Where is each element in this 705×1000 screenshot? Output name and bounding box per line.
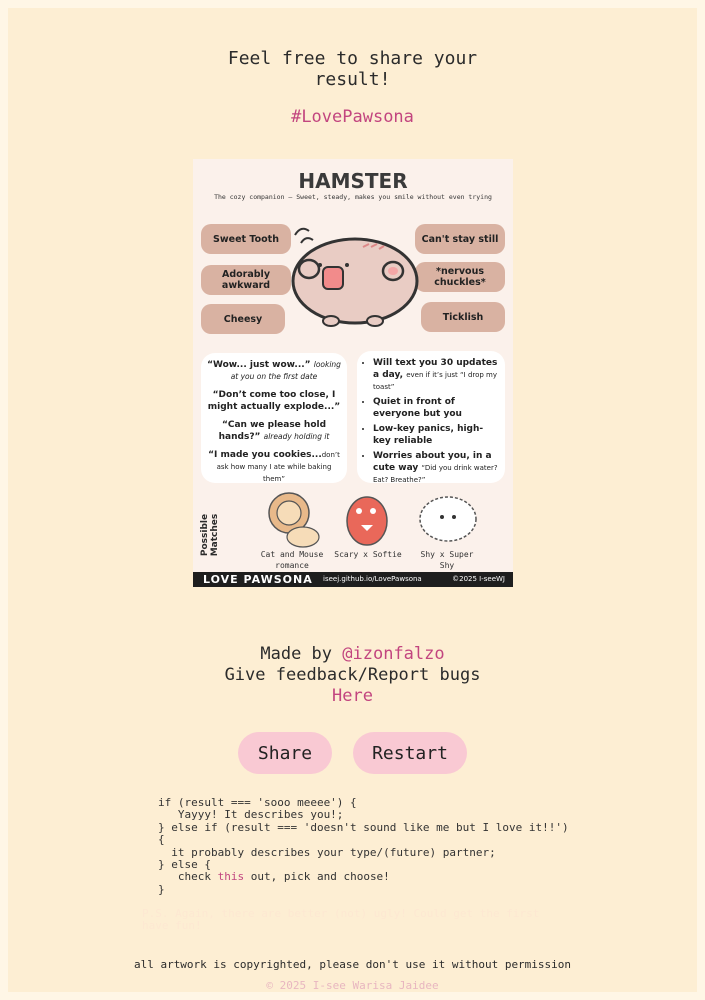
- credits: [0, 644, 705, 707]
- bullet-2: • Quiet in front of everyone but you: [373, 396, 499, 420]
- bullet-3: • Low-key panics, high-key reliable: [373, 423, 499, 447]
- card-brand: LOVE PAWSONA: [203, 573, 313, 586]
- lion-icon: [257, 489, 327, 549]
- card-title: HAMSTER: [298, 169, 408, 193]
- code-line: if (result === 'sooo meeee') {: [158, 796, 357, 809]
- code-text: check: [158, 870, 218, 884]
- feedback-link[interactable]: Here: [332, 686, 373, 706]
- trait-right-3: Ticklish: [421, 302, 505, 332]
- trait-left-1: Sweet Tooth: [201, 224, 291, 254]
- hamster-icon: [285, 217, 419, 337]
- code-line: Yayyy! It describes you!;: [158, 808, 344, 822]
- quote-1: “Wow... just wow...” looking at you on the first date: [207, 360, 341, 381]
- quote-2: “Don’t come too close, I might actually explode...”: [207, 390, 341, 412]
- copyright-line: © 2025 I-see Warisa Jaidee: [266, 979, 439, 992]
- quote-3: “Can we please hold hands?” already holding it: [218, 420, 330, 442]
- code-block: [158, 797, 569, 896]
- match-caption-3: Shy x Super Shy: [420, 550, 474, 570]
- trait-left-2: Adorably awkward: [201, 265, 291, 295]
- ps-note: P.S. Again, there are better (not) ugly! Could get the first have fun!: [142, 907, 540, 932]
- hashtag: #LovePawsona: [291, 107, 414, 127]
- match-caption-1: Cat and Mouse romance: [260, 550, 324, 570]
- feedback-text: Give feedback/Report bugs: [224, 665, 481, 685]
- card-subtitle: The cozy companion – Sweet, steady, makes you smile without even trying: [214, 193, 492, 201]
- share-prompt: [0, 48, 705, 90]
- match-caption-2: Scary x Softie: [334, 550, 402, 559]
- code-line: {: [158, 833, 165, 847]
- made-by-line: [0, 644, 705, 665]
- bullet-1: • Will text you 30 updates a day, even if it’s just “I drop my toast”: [373, 357, 499, 393]
- quote-4: “I made you cookies...don’t ask how many I ate while baking them”: [208, 450, 340, 483]
- trait-left-3: Cheesy: [201, 304, 285, 334]
- author-link[interactable]: @izonfalzo: [342, 644, 445, 664]
- result-card: [193, 159, 513, 587]
- possible-matches-label: Possible Matches: [200, 513, 220, 557]
- traits-bubble: [357, 351, 505, 483]
- copyright-note: all artwork is copyrighted, please don't use it without permission: [133, 958, 572, 971]
- share-prompt-line2: result!: [314, 69, 391, 90]
- quotes-bubble: [201, 353, 347, 483]
- match-red-panda: [333, 489, 403, 559]
- restart-button[interactable]: Restart: [353, 732, 467, 774]
- sheep-icon: [412, 489, 482, 549]
- code-line: }: [158, 882, 165, 896]
- match-lion: [257, 489, 327, 570]
- match-sheep: [412, 489, 482, 570]
- code-line: it probably describes your type/(future) partner;: [158, 845, 496, 859]
- red-panda-icon: [333, 489, 403, 549]
- code-line: [158, 871, 569, 883]
- card-url: iseej.github.io/LovePawsona: [323, 575, 422, 583]
- share-button[interactable]: Share: [238, 732, 332, 774]
- card-copyright: ©2025 I-seeWJ: [452, 575, 505, 583]
- this-link[interactable]: this: [217, 870, 245, 884]
- bullet-4: • Worries about you, in a cute way “Did you drink water? Eat? Breathe?”: [373, 450, 499, 486]
- share-prompt-line1: Feel free to share your: [227, 48, 478, 69]
- trait-right-1: Can't stay still: [415, 224, 505, 254]
- code-line: } else if (result === 'doesn't sound like me but I love it!!'): [158, 820, 569, 834]
- trait-right-2: *nervous chuckles*: [415, 262, 505, 292]
- card-footer: [193, 572, 513, 587]
- code-line: } else {: [158, 858, 211, 872]
- code-text: out, pick and choose!: [244, 870, 390, 884]
- made-by-text: Made by: [260, 644, 343, 664]
